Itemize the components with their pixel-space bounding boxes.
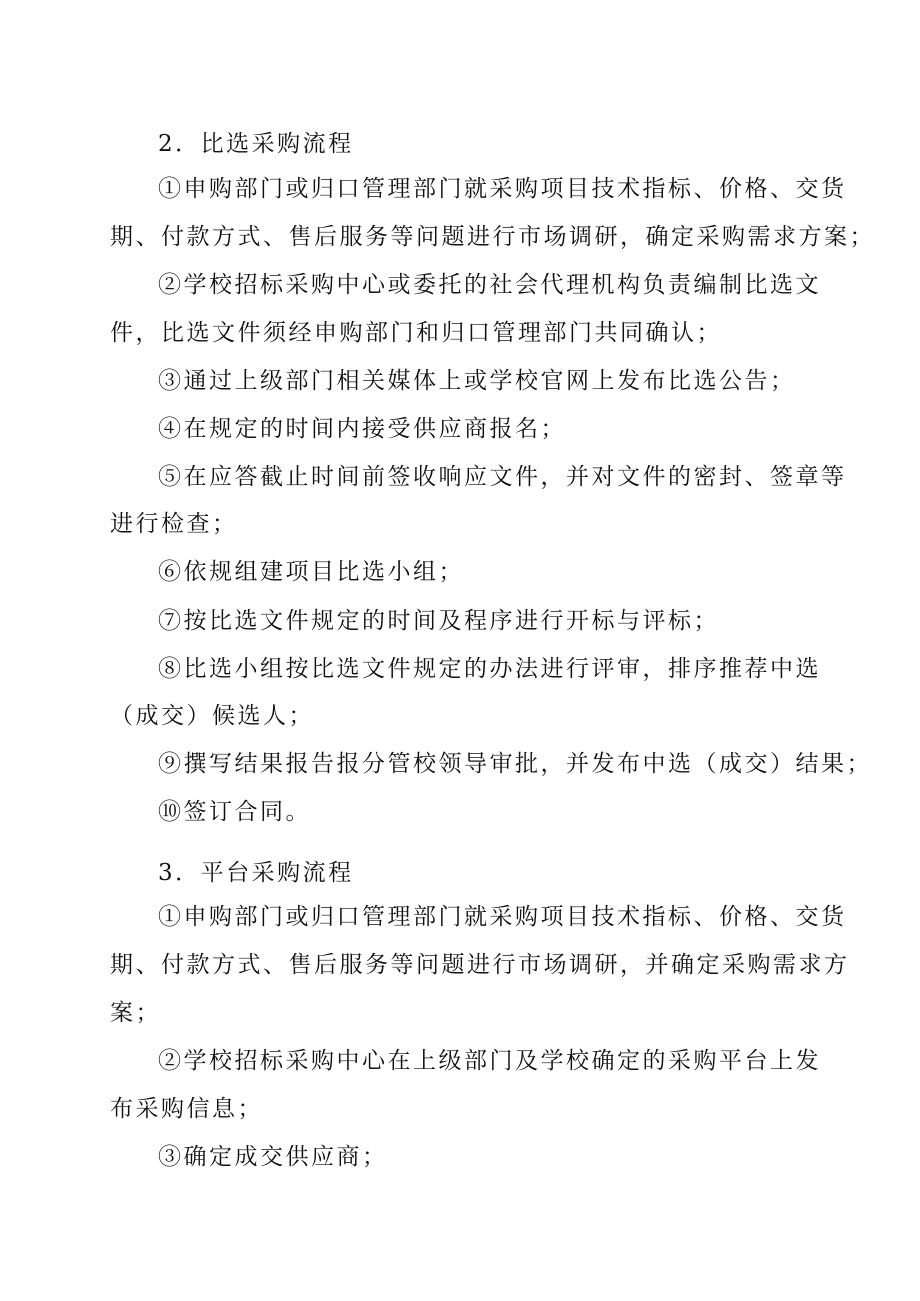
paragraph-line: ②学校招标采购中心或委托的社会代理机构负责编制比选文 (158, 272, 821, 298)
paragraph-line: ③通过上级部门相关媒体上或学校官网上发布比选公告； (158, 368, 796, 394)
paragraph-line: ⑤在应答截止时间前签收响应文件，并对文件的密封、签章等 (158, 464, 847, 490)
paragraph-line: ③确定成交供应商； (158, 1144, 388, 1170)
paragraph-line: 案； (110, 1000, 161, 1026)
paragraph-line: ②学校招标采购中心在上级部门及学校确定的采购平台上发 (158, 1048, 821, 1074)
paragraph-line: ⑩签订合同。 (158, 799, 311, 825)
paragraph-line: （成交）候选人； (110, 703, 314, 729)
section-heading: 3．平台采购流程 (158, 860, 354, 886)
section-heading: 2．比选采购流程 (158, 131, 354, 157)
paragraph-line: ④在规定的时间内接受供应商报名； (158, 416, 566, 442)
paragraph-line: ⑨撰写结果报告报分管校领导审批，并发布中选（成交）结果； (158, 751, 872, 777)
paragraph-line: 期、付款方式、售后服务等问题进行市场调研，确定采购需求方案； (110, 224, 875, 250)
paragraph-line: 布采购信息； (110, 1096, 263, 1122)
paragraph-line: 进行检查； (110, 511, 238, 537)
paragraph-line: ⑧比选小组按比选文件规定的办法进行评审，排序推荐中选 (158, 656, 821, 682)
paragraph-line: 期、付款方式、售后服务等问题进行市场调研，并确定采购需求方 (110, 952, 850, 978)
paragraph-line: ①申购部门或归口管理部门就采购项目技术指标、价格、交货 (158, 904, 847, 930)
paragraph-line: ⑥依规组建项目比选小组； (158, 559, 464, 585)
paragraph-line: ①申购部门或归口管理部门就采购项目技术指标、价格、交货 (158, 176, 847, 202)
paragraph-line: ⑦按比选文件规定的时间及程序进行开标与评标； (158, 608, 719, 634)
paragraph-line: 件，比选文件须经申购部门和归口管理部门共同确认； (110, 320, 722, 346)
